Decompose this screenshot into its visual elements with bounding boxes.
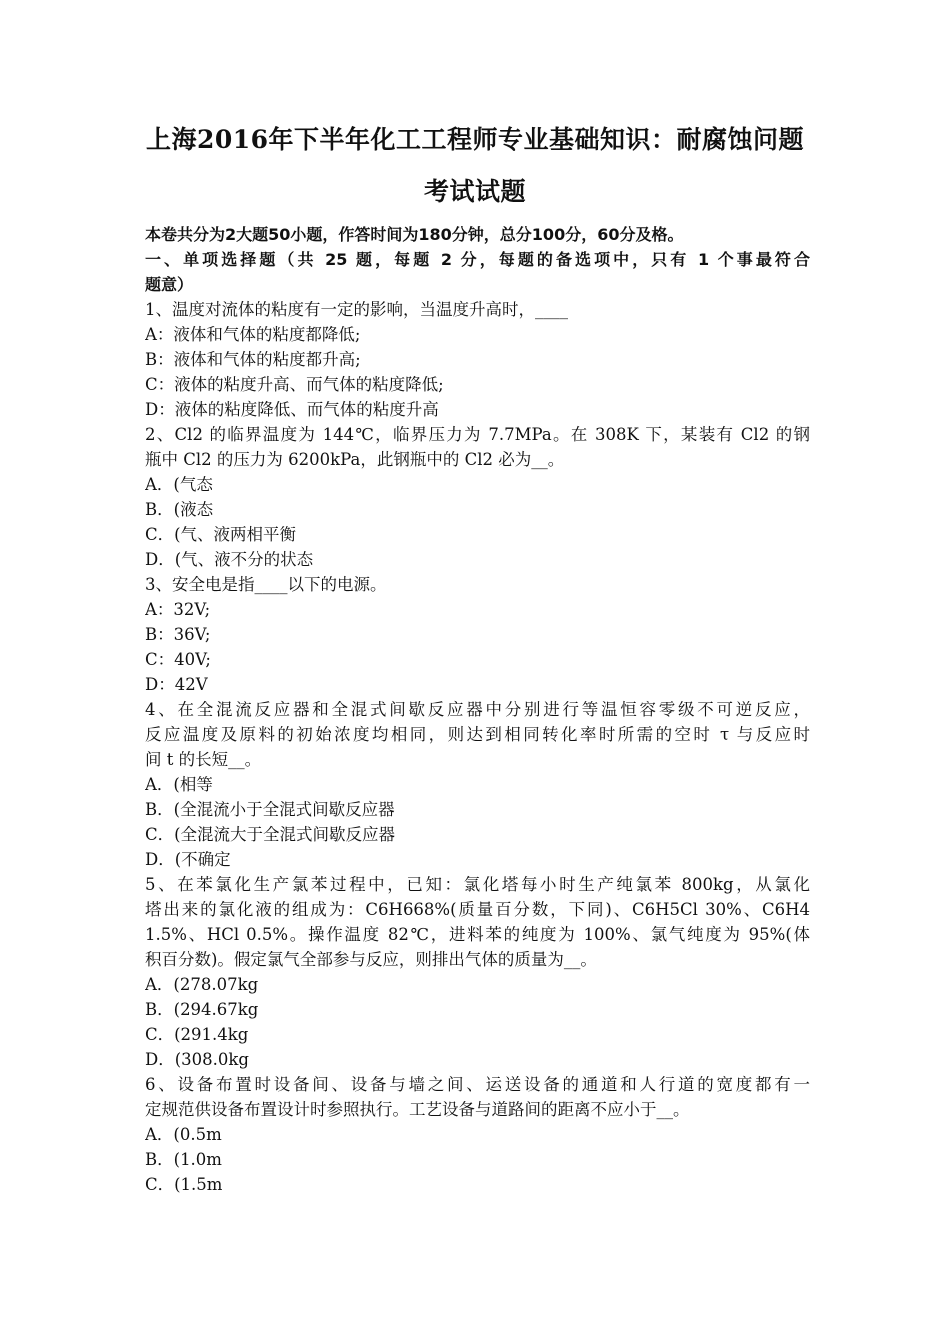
answer-option-a: A．(0.5m	[145, 1125, 222, 1144]
answer-option-c: C．(气、液两相平衡	[145, 525, 297, 544]
answer-option-c: C．(291.4kg	[145, 1025, 249, 1044]
answer-option-d: D．(不确定	[145, 850, 231, 869]
answer-option-d: D．(气、液不分的状态	[145, 550, 314, 569]
document-body	[145, 222, 810, 1197]
question-stem-continued: 反应温度及原料的初始浓度均相同，则达到相同转化率时所需的空时 τ 与反应时	[145, 725, 810, 744]
question-stem-end: 积百分数)。假定氯气全部参与反应，则排出气体的质量为__。	[145, 950, 597, 969]
question-1	[145, 297, 810, 422]
answer-option-c: C．(全混流大于全混式间歇反应器	[145, 825, 396, 844]
question-stem-continued: 瓶中 Cl2 的压力为 6200kPa，此钢瓶中的 Cl2 必为__。	[145, 450, 565, 469]
question-stem-continued: 定规范供设备布置设计时参照执行。工艺设备与道路间的距离不应小于__。	[145, 1100, 690, 1119]
page-title-continued: 考试试题	[423, 177, 526, 206]
question-2	[145, 422, 810, 572]
answer-option-b: B：液体和气体的粘度都升高;	[145, 350, 361, 369]
question-stem-end: 间 t 的长短__。	[145, 750, 262, 769]
question-5	[145, 872, 810, 1072]
section-heading: 一、单项选择题（共 25 题，每题 2 分，每题的备选项中，只有 1 个事最符合	[145, 250, 810, 269]
section-heading-continued: 题意）	[145, 275, 194, 294]
answer-option-a: A．(278.07kg	[145, 975, 259, 994]
answer-option-a: A：32V;	[145, 600, 211, 619]
answer-option-b: B．(1.0m	[145, 1150, 222, 1169]
question-4	[145, 697, 810, 872]
answer-option-a: A．(相等	[145, 775, 213, 794]
answer-option-c: C：40V;	[145, 650, 211, 669]
question-stem: 2、Cl2 的临界温度为 144℃，临界压力为 7.7MPa。在 308K 下，某装有 Cl2 的钢	[145, 425, 810, 444]
answer-option-b: B．(全混流小于全混式间歇反应器	[145, 800, 395, 819]
answer-option-d: D．(308.0kg	[145, 1050, 249, 1069]
answer-option-b: B．(液态	[145, 500, 214, 519]
answer-option-b: B：36V;	[145, 625, 211, 644]
answer-option-c: C．(1.5m	[145, 1175, 223, 1194]
question-stem: 3、安全电是指____以下的电源。	[145, 575, 387, 594]
answer-option-d: D：液体的粘度降低、而气体的粘度升高	[145, 400, 439, 419]
answer-option-b: B．(294.67kg	[145, 1000, 259, 1019]
answer-option-a: A：液体和气体的粘度都降低;	[145, 325, 361, 344]
question-stem-continued: 塔出来的氯化液的组成为：C6H668%(质量百分数，下同)、C6H5Cl 30%、C6H4	[145, 900, 810, 919]
answer-option-d: D：42V	[145, 675, 208, 694]
question-stem-continued: 1.5%、HCl 0.5%。操作温度 82℃，进料苯的纯度为 100%、氯气纯度为 95%(体	[145, 925, 810, 944]
question-6	[145, 1072, 810, 1197]
question-stem: 6、设备布置时设备间、设备与墙之间、运送设备的通道和人行道的宽度都有一	[145, 1075, 810, 1094]
exam-instructions: 本卷共分为2大题50小题，作答时间为180分钟，总分100分，60分及格。	[145, 225, 684, 244]
answer-option-c: C：液体的粘度升高、而气体的粘度降低;	[145, 375, 444, 394]
question-stem: 5、在苯氯化生产氯苯过程中，已知：氯化塔每小时生产纯氯苯 800kg，从氯化	[145, 875, 810, 894]
answer-option-a: A．(气态	[145, 475, 213, 494]
question-stem: 1、温度对流体的粘度有一定的影响，当温度升高时，____	[145, 300, 568, 319]
question-stem: 4、在全混流反应器和全混式间歇反应器中分别进行等温恒容零级不可逆反应，	[145, 700, 810, 719]
page-title: 上海2016年下半年化工工程师专业基础知识：耐腐蚀问题	[145, 125, 805, 154]
question-3	[145, 572, 810, 697]
